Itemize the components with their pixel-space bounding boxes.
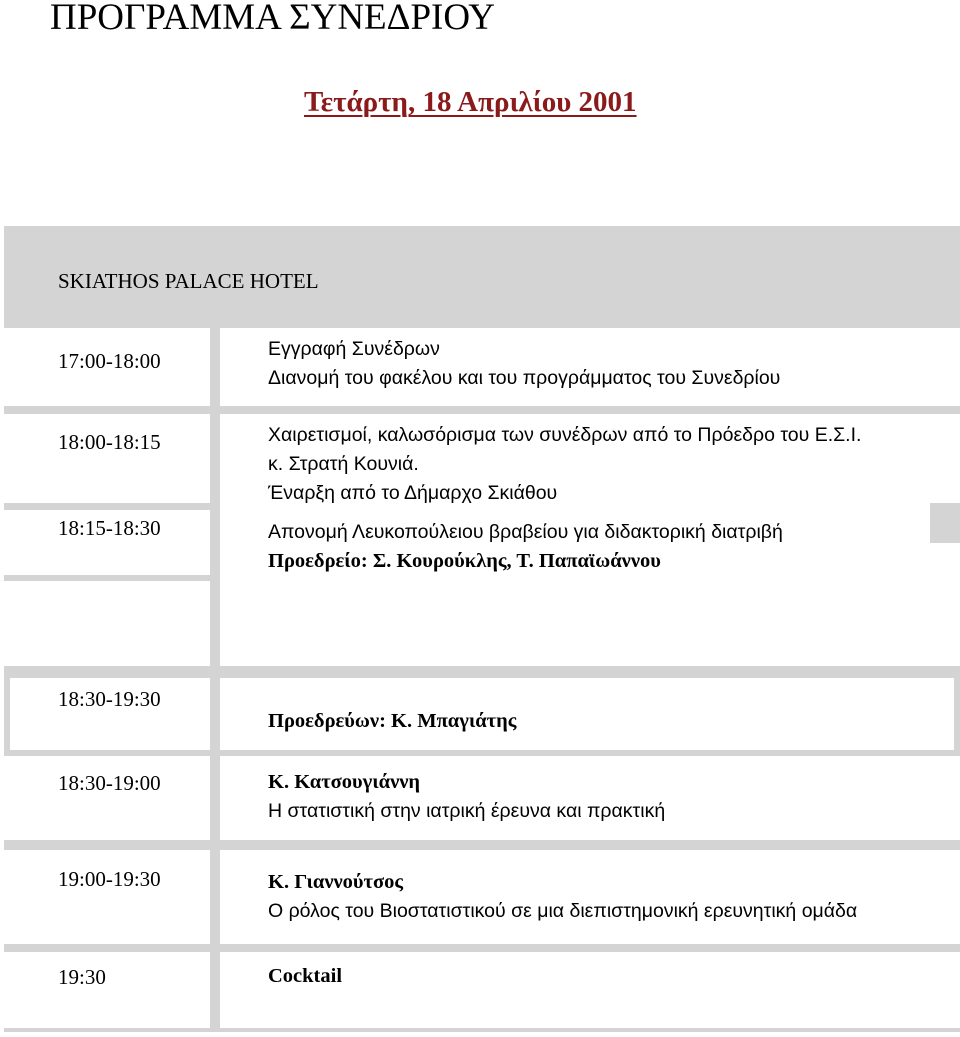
row-divider (4, 406, 960, 414)
row-divider (4, 944, 960, 952)
session-line: Διανομή του φακέλου και του προγράμματος του Συνεδρίου (268, 367, 781, 389)
venue-name: SKIATHOS PALACE HOTEL (58, 269, 319, 293)
session-time: 17:00-18:00 (58, 349, 161, 373)
session-line: Έναρξη από το Δήμαρχο Σκιάθου (268, 482, 558, 504)
column-divider (210, 414, 220, 666)
session-content (268, 768, 665, 826)
row-divider (4, 320, 960, 328)
speaker-name: Κ. Γιαννούτσος (268, 871, 404, 893)
session-content (268, 962, 342, 991)
page-title: ΠΡΟΓΡΑΜΜΑ ΣΥΝΕΔΡΙΟΥ (50, 0, 495, 38)
row-divider (4, 840, 960, 850)
session-line: Χαιρετισμοί, καλωσόρισμα των συνέδρων από το Πρόεδρο του Ε.Σ.Ι. (268, 424, 862, 446)
row-divider (4, 1028, 960, 1032)
column-divider (210, 678, 220, 1032)
row-divider (930, 503, 960, 543)
session-time: 18:00-18:15 (58, 430, 161, 454)
session-content (268, 421, 861, 508)
session-chair: Προεδρεύων: Κ. Μπαγιάτης (268, 710, 517, 732)
column-divider (210, 326, 220, 406)
session-time: 18:15-18:30 (58, 516, 161, 540)
talk-title: Η στατιστική στην ιατρική έρευνα και πρακτική (268, 800, 666, 822)
session-line: κ. Στρατή Κουνιά. (268, 453, 419, 475)
session-content (268, 707, 516, 736)
speaker-name: Κ. Κατσουγιάννη (268, 771, 421, 793)
row-divider (4, 575, 210, 581)
session-line: Απονομή Λευκοπούλειου βραβείου για διδακτορική διατριβή (268, 521, 783, 543)
session-time: 19:30 (58, 965, 106, 989)
session-time: 18:30-19:00 (58, 771, 161, 795)
session-content (268, 868, 857, 926)
event-date: Τετάρτη, 18 Απριλίου 2001 (304, 86, 637, 118)
session-time: 18:30-19:30 (58, 687, 161, 711)
row-divider (4, 503, 210, 510)
session-band (4, 666, 960, 678)
session-event: Cocktail (268, 965, 343, 987)
session-time: 19:00-19:30 (58, 867, 161, 891)
session-line: Εγγραφή Συνέδρων (268, 338, 440, 360)
session-content (268, 335, 780, 393)
row-divider (4, 750, 960, 756)
session-chair: Προεδρείο: Σ. Κουρούκλης, Τ. Παπαϊωάννου (268, 550, 661, 572)
column-divider (4, 678, 10, 752)
session-content (268, 518, 783, 576)
column-divider (954, 678, 960, 752)
talk-title: Ο ρόλος του Βιοστατιστικού σε μια διεπιστημονική ερευνητική ομάδα (268, 900, 858, 922)
